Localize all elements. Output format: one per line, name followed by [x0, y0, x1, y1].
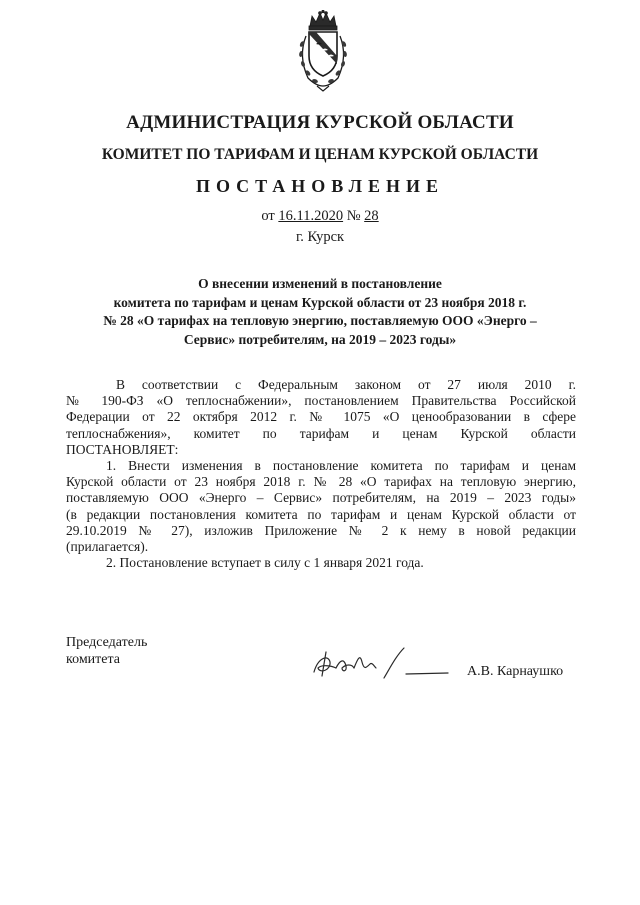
date-prefix: от: [261, 208, 279, 224]
item-1-paragraph: [66, 458, 576, 555]
body-line: 29.10.2019 № 27), изложив Приложение № 2 к нему в новой редакции: [66, 522, 576, 538]
document-heading: [60, 275, 580, 349]
committee-title: КОМИТЕТ ПО ТАРИФАМ И ЦЕНАМ КУРСКОЙ ОБЛАСТИ: [101, 146, 539, 163]
document-city: г. Курск: [295, 229, 345, 245]
signatory-title-line: комитета: [66, 652, 121, 667]
document-number: 28: [364, 208, 379, 224]
heading-line: Сервис» потребителям, на 2019 – 2023 годы»: [183, 331, 457, 347]
document-date-line: [0, 208, 640, 225]
body-line: поставляемую ООО «Энерго – Сервис» потребителям, на 2019 – 2023 годы»: [66, 490, 576, 506]
number-prefix: №: [343, 208, 365, 224]
body-line: (прилагается).: [66, 539, 149, 555]
heading-line: № 28 «О тарифах на тепловую энергию, поставляемую ООО «Энерго –: [103, 313, 537, 328]
body-line: Курской области от 23 ноября 2018 г. № 28 «О тарифах на тепловую энергию,: [66, 474, 576, 490]
heading-line: комитета по тарифам и ценам Курской области от 23 ноября 2018 г.: [113, 294, 527, 310]
body-line: Федерации от 22 октября 2012 г. № 1075 «О ценообразовании в сфере: [66, 409, 576, 425]
body-line: 2. Постановление вступает в силу с 1 января 2021 года.: [106, 555, 424, 571]
preamble-paragraph: [66, 377, 576, 458]
signatory-title: [66, 634, 147, 668]
signatory-title-line: Председатель: [66, 635, 148, 650]
handwritten-signature: [308, 644, 450, 684]
body-line: теплоснабжения», комитет по тарифам и ценам Курской области: [66, 425, 576, 441]
signatory-name: А.В. Карнаушко: [467, 664, 564, 679]
body-line: 1. Внести изменения в постановление комитета по тарифам и ценам: [106, 458, 576, 474]
coat-of-arms-emblem: [292, 10, 354, 92]
body-line: В соответствии с Федеральным законом от 27 июля 2010 г.: [116, 377, 576, 392]
organization-title: АДМИНИСТРАЦИЯ КУРСКОЙ ОБЛАСТИ: [126, 112, 514, 133]
document-date: 16.11.2020: [278, 208, 344, 224]
body-line: № 190-ФЗ «О теплоснабжении», постановлением Правительства Российской: [66, 393, 576, 409]
body-line: ПОСТАНОВЛЯЕТ:: [66, 441, 179, 457]
document-body: [66, 377, 576, 571]
document-type: ПОСТАНОВЛЕНИЕ: [195, 176, 445, 196]
item-2-paragraph: [66, 555, 576, 571]
heading-line: О внесении изменений в постановление: [198, 276, 442, 291]
body-line: (в редакции постановления комитета по тарифам и ценам Курской области от: [66, 506, 576, 522]
